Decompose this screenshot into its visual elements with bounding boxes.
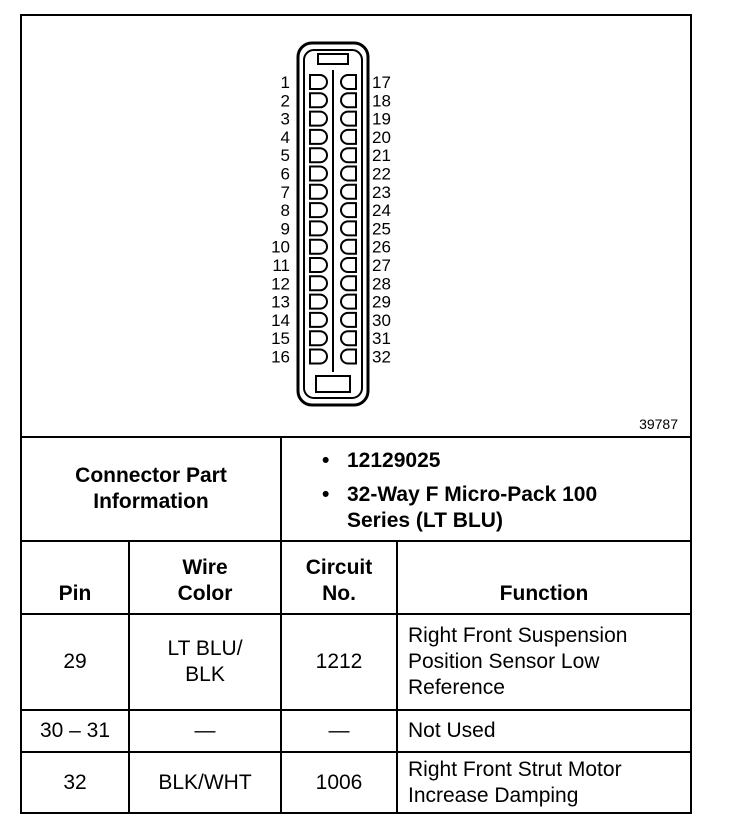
pin-number-label: 4 xyxy=(280,127,290,147)
pin-cavity xyxy=(310,75,327,89)
figure-number: 39787 xyxy=(639,416,678,432)
header-function: Function xyxy=(397,540,690,614)
pin-number-label: 10 xyxy=(271,237,290,257)
pin-number-label: 5 xyxy=(280,146,290,166)
pin-number-label: 24 xyxy=(372,201,391,221)
pin-number-label: 29 xyxy=(372,292,391,312)
connector-part-info-label: Connector Part Information xyxy=(22,438,282,540)
pin-cell: 32 xyxy=(22,752,129,813)
pin-number-label: 11 xyxy=(272,256,290,275)
pin-cavity xyxy=(310,148,327,162)
pin-cavity xyxy=(310,240,327,254)
pin-number-label: 3 xyxy=(280,109,290,129)
pin-number-label: 21 xyxy=(372,146,391,166)
pin-cavity xyxy=(341,350,356,364)
pin-number-label: 2 xyxy=(280,91,290,111)
pin-cavity xyxy=(310,331,327,345)
pin-number-label: 6 xyxy=(280,164,290,184)
circuit-cell: — xyxy=(281,710,397,752)
pin-cavity xyxy=(341,203,356,217)
header-pin: Pin xyxy=(22,540,129,614)
wire-color-cell: BLK/WHT xyxy=(129,752,281,813)
pin-number-label: 26 xyxy=(372,237,391,257)
table-row xyxy=(22,614,690,710)
pin-number-label: 27 xyxy=(372,256,391,275)
pin-number-label: 16 xyxy=(271,347,290,367)
pin-number-label: 13 xyxy=(271,292,290,312)
pin-number-label: 20 xyxy=(372,127,391,147)
pin-number-label: 8 xyxy=(280,201,290,221)
pin-cavity xyxy=(341,295,356,309)
pin-cavity xyxy=(310,313,327,327)
wire-color-cell: — xyxy=(129,710,281,752)
pin-number-label: 25 xyxy=(372,219,391,239)
table-row xyxy=(22,752,690,813)
pin-cavity xyxy=(341,93,356,107)
pin-number-label: 18 xyxy=(372,91,391,111)
connector-document xyxy=(20,14,692,814)
pin-cavity xyxy=(310,276,327,290)
pin-cavity xyxy=(341,185,356,199)
connector-part-info xyxy=(22,438,690,542)
pin-cell: 29 xyxy=(22,614,129,710)
pin-cavity xyxy=(341,221,356,235)
part-number: • 12129025 xyxy=(322,448,647,474)
pin-cavity xyxy=(310,167,327,181)
circuit-cell: 1006 xyxy=(281,752,397,813)
pin-number-label: 30 xyxy=(372,310,391,330)
function-cell: Right Front Suspension Position Sensor Low Reference xyxy=(397,614,690,710)
pin-number-label: 1 xyxy=(280,73,290,92)
header-wire-color: Wire Color xyxy=(129,540,281,614)
table-row xyxy=(22,710,690,752)
pin-cavity xyxy=(310,258,327,272)
pin-cavity xyxy=(341,331,356,345)
header-circuit-no: Circuit No. xyxy=(281,540,397,614)
pin-cavity xyxy=(341,130,356,144)
pin-cavity xyxy=(341,75,356,89)
connector-part-info-list xyxy=(322,448,647,542)
pin-cavity xyxy=(310,203,327,217)
pin-cavity xyxy=(310,112,327,126)
wire-color-cell: LT BLU/ BLK xyxy=(129,614,281,710)
pin-cavity xyxy=(341,240,356,254)
pin-cavity xyxy=(341,258,356,272)
pin-cavity xyxy=(310,130,327,144)
pin-cavity xyxy=(341,167,356,181)
pin-number-label: 14 xyxy=(271,310,290,330)
table-header-row xyxy=(22,540,690,614)
pin-cavity xyxy=(310,185,327,199)
connector-drawing xyxy=(22,16,690,436)
pin-table xyxy=(22,540,690,813)
function-cell: Right Front Strut Motor Increase Damping xyxy=(397,752,690,813)
pin-number-label: 7 xyxy=(280,182,290,202)
circuit-cell: 1212 xyxy=(281,614,397,710)
pin-cell: 30 – 31 xyxy=(22,710,129,752)
pin-number-label: 12 xyxy=(271,274,290,294)
pin-cavity xyxy=(310,350,327,364)
pin-cavity xyxy=(310,93,327,107)
connector-diagram xyxy=(22,16,690,438)
pin-cavity xyxy=(341,313,356,327)
pin-number-label: 31 xyxy=(372,329,391,349)
pin-number-label: 15 xyxy=(271,329,290,349)
pin-number-label: 32 xyxy=(372,347,391,367)
pin-number-label: 9 xyxy=(280,219,290,239)
pin-cavity xyxy=(341,276,356,290)
pin-number-label: 17 xyxy=(372,73,391,92)
pin-number-label: 23 xyxy=(372,182,391,202)
pin-cavity xyxy=(341,148,356,162)
function-cell: Not Used xyxy=(397,710,690,752)
pin-cavity xyxy=(310,295,327,309)
pin-number-label: 22 xyxy=(372,164,391,184)
connector-description: • 32-Way F Micro-Pack 100 Series (LT BLU) xyxy=(322,482,647,534)
pin-number-label: 19 xyxy=(372,109,391,129)
pin-cavity xyxy=(310,221,327,235)
pin-number-label: 28 xyxy=(372,274,391,294)
pin-cavity xyxy=(341,112,356,126)
